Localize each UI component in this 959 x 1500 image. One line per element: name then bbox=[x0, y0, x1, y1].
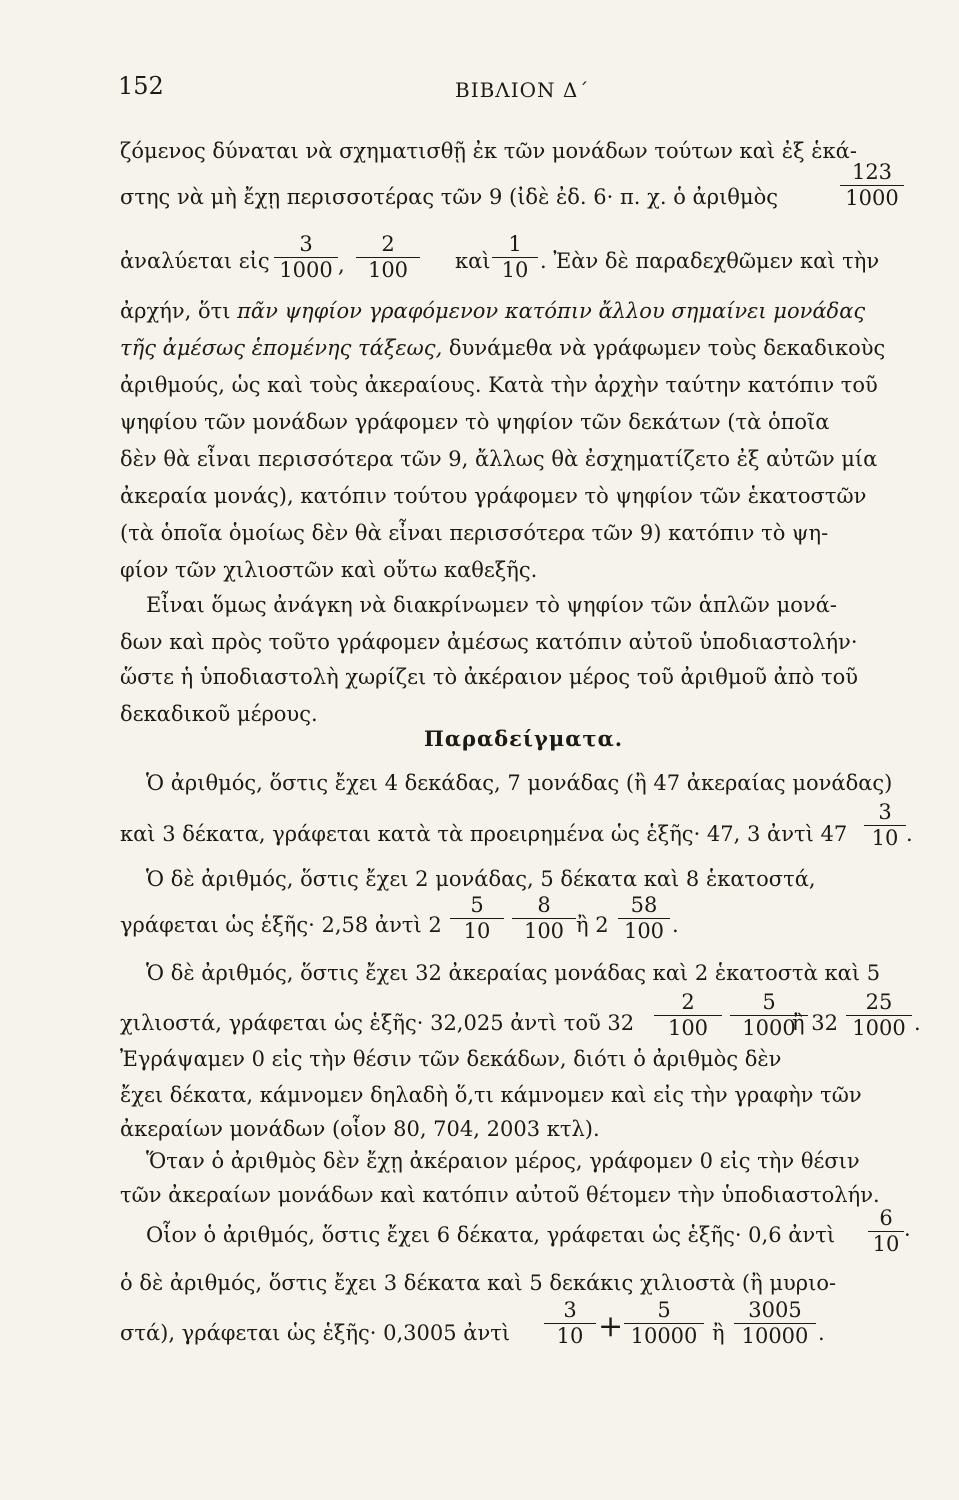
text-line: καὶ 3 δέκατα, γράφεται κατὰ τὰ προειρημένα ὡς ἑξῆς· 47, 3 ἀντὶ 47 bbox=[120, 822, 848, 846]
text-line: Ὁ δὲ ἀριθμός, ὅστις ἔχει 32 ἀκεραίας μονάδας καὶ 2 ἑκατοστὰ καὶ 5 bbox=[146, 961, 881, 985]
fraction: 3 10 bbox=[860, 800, 910, 850]
text-line: στά), γράφεται ὡς ἑξῆς· 0,3005 ἀντὶ bbox=[120, 1321, 511, 1345]
section-heading: Παραδείγματα. bbox=[424, 726, 624, 751]
text-line: . Ἐὰν δὲ παραδεχθῶμεν καὶ τὴν bbox=[540, 249, 880, 273]
fraction: 5 10 bbox=[446, 893, 508, 943]
book-page: 152 ΒΙΒΛΙΟΝ Δ΄ ζόμενος δύναται νὰ σχηματισθῇ ἐκ τῶν μονάδων τούτων καὶ ἐξ ἑκά- στης νὰ μὴ ἔχῃ περισσοτέρας τῶν 9 (ἰδὲ ἐδ. 6· π. χ. ὁ ἀριθμὸς 123 1000 ἀναλύεται εἰς 3 1000 , 2 100 καὶ 1 10 . Ἐὰν δὲ παραδεχθῶμεν καὶ τὴν ἀρχήν, ὅτι πᾶν ψηφίον γραφόμενον κατόπιν ἄλλου σημαίνει μονάδας τῆς ἀμέσως ἑπομένης τάξεως, δυνάμεθα νὰ γράφωμεν τοὺς δεκαδικοὺς ἀριθμούς, ὡς καὶ τοὺς ἀκεραίους. Κατὰ τὴν ἀρχὴν ταύτην κατόπιν τοῦ ψηφίου τῶν μονάδων γράφομεν τὸ ψηφίον τῶν δεκάτων (τὰ ὁποῖα δὲν θὰ εἶναι περισσότερα τῶν 9, ἄλλως θὰ ἐσχηματίζετο ἐξ αὐτῶν μία ἀκεραία μονάς), κατόπιν τούτου γράφομεν τὸ ψηφίον τῶν ἑκατοστῶν (τὰ ὁποῖα ὁμοίως δὲν θὰ εἶναι περισσότερα τῶν 9) κατόπιν τὸ ψη- φίον τῶν χιλιοστῶν καὶ οὕτω καθεξῆς. Εἶναι ὅμως ἀνάγκη νὰ διακρίνωμεν τὸ ψηφίον τῶν ἁπλῶν μονά- δων καὶ πρὸς τοῦτο γράφομεν ἀμέσως κατόπιν αὐτοῦ ὑποδιαστολήν· ὥστε ἡ ὑποδιαστολὴ χωρίζει τὸ ἀκέραιον μέρος τοῦ ἀριθμοῦ ἀπὸ τοῦ δεκαδικοῦ μέρους. Παραδείγματα. Ὁ ἀριθμός, ὅστις ἔχει 4 δεκάδας, 7 μονάδας (ἢ 47 ἀκεραίας μονάδας) καὶ 3 δέκατα, γράφεται κατὰ τὰ προειρημένα ὡς ἑξῆς· 47, 3 ἀντὶ 47 3 10 . Ὁ δὲ ἀριθμός, ὅστις ἔχει 2 μονάδας, 5 δέκατα καὶ 8 ἑκατοστά, γράφεται ὡς ἑξῆς· 2,58 ἀντὶ 2 5 10 8 100 ἢ 2 58 100 . Ὁ δὲ ἀριθμός, ὅστις ἔχει 32 ἀκεραίας μονάδας καὶ 2 ἑκατοστὰ καὶ 5 χιλιοστά, γράφεται ὡς ἑξῆς· 32,025 ἀντὶ τοῦ 32 2 100 5 1000 ἢ 32 25 1000 . Ἐγράψαμεν 0 εἰς τὴν θέσιν τῶν δεκάδων, διότι ὁ ἀριθμὸς δὲν ἔχει δέκατα, κάμνομεν δηλαδὴ ὅ,τι κάμνομεν καὶ εἰς τὴν γραφὴν τῶν ἀκεραίων μονάδων (οἷον 80, 704, 2003 κτλ). Ὅταν ὁ ἀριθμὸς δὲν ἔχῃ ἀκέραιον μέρος, γράφομεν 0 εἰς τὴν θέσιν τῶν ἀκεραίων μονάδων καὶ κατόπιν αὐτοῦ θέτομεν τὴν ὑποδιαστολήν. Οἷον ὁ ἀριθμός, ὅστις ἔχει 6 δέκατα, γράφεται ὡς ἑξῆς· 0,6 ἀντὶ 6 10 · ὁ δὲ ἀριθμός, ὅστις ἔχει 3 δέκατα καὶ 5 δεκάκις χιλιοστὰ (ἢ μυριο- στά), γράφεται ὡς ἑξῆς· 0,3005 ἀντὶ 3 10 + 5 10000 ἢ 3005 10000 . bbox=[118, 72, 921, 1348]
running-title: ΒΙΒΛΙΟΝ Δ΄ bbox=[455, 78, 590, 102]
text-line: καὶ bbox=[455, 249, 491, 273]
fraction: 3 10 bbox=[540, 1298, 600, 1348]
text-line: ἀρχήν, ὅτι πᾶν ψηφίον γραφόμενον κατόπιν ἄλλου σημαίνει μονάδας bbox=[120, 299, 866, 323]
fraction: 3 1000 bbox=[270, 232, 342, 282]
text-line: ζόμενος δύναται νὰ σχηματισθῇ ἐκ τῶν μονάδων τούτων καὶ ἐξ ἑκά- bbox=[120, 139, 857, 163]
text-line: Ὁ δὲ ἀριθμός, ὅστις ἔχει 2 μονάδας, 5 δέκατα καὶ 8 ἑκατοστά, bbox=[146, 867, 816, 891]
fraction: 123 1000 bbox=[836, 160, 908, 210]
fraction: 2 100 bbox=[352, 232, 424, 282]
text-line: Ὁ ἀριθμός, ὅστις ἔχει 4 δεκάδας, 7 μονάδας (ἢ 47 ἀκεραίας μονάδας) bbox=[146, 771, 893, 795]
text-line: ἀριθμούς, ὡς καὶ τοὺς ἀκεραίους. Κατὰ τὴν ἀρχὴν ταύτην κατόπιν τοῦ bbox=[120, 373, 878, 397]
text-line: ἔχει δέκατα, κάμνομεν δηλαδὴ ὅ,τι κάμνομεν καὶ εἰς τὴν γραφὴν τῶν bbox=[120, 1083, 862, 1107]
text-line: τῆς ἀμέσως ἑπομένης τάξεως, δυνάμεθα νὰ γράφωμεν τοὺς δεκαδικοὺς bbox=[120, 336, 886, 360]
text-line: Ὅταν ὁ ἀριθμὸς δὲν ἔχῃ ἀκέραιον μέρος, γράφομεν 0 εἰς τὴν θέσιν bbox=[146, 1149, 860, 1173]
fraction: 6 10 bbox=[864, 1206, 908, 1256]
text-line: (τὰ ὁποῖα ὁμοίως δὲν θὰ εἶναι περισσότερα τῶν 9) κατόπιν τὸ ψη- bbox=[120, 521, 829, 545]
fraction: 8 100 bbox=[508, 893, 580, 943]
fraction: 5 10000 bbox=[620, 1298, 708, 1348]
text-line: τῶν ἀκεραίων μονάδων καὶ κατόπιν αὐτοῦ θέτομεν τὴν ὑποδιαστολήν. bbox=[120, 1183, 880, 1207]
text-line: ἀκεραίων μονάδων (οἷον 80, 704, 2003 κτλ). bbox=[120, 1117, 600, 1141]
text-line: ὥστε ἡ ὑποδιαστολὴ χωρίζει τὸ ἀκέραιον μέρος τοῦ ἀριθμοῦ ἀπὸ τοῦ bbox=[120, 665, 859, 689]
text-line: ὁ δὲ ἀριθμός, ὅστις ἔχει 3 δέκατα καὶ 5 δεκάκις χιλιοστὰ (ἢ μυριο- bbox=[120, 1271, 837, 1295]
text-line: Οἷον ὁ ἀριθμός, ὅστις ἔχει 6 δέκατα, γράφεται ὡς ἑξῆς· 0,6 ἀντὶ bbox=[146, 1223, 836, 1247]
text-line: ἀναλύεται εἰς bbox=[120, 249, 270, 273]
fraction: 5 1000 bbox=[726, 990, 812, 1040]
fraction: 2 100 bbox=[650, 990, 726, 1040]
text-line: στης νὰ μὴ ἔχῃ περισσοτέρας τῶν 9 (ἰδὲ ἐδ. 6· π. χ. ὁ ἀριθμὸς bbox=[120, 185, 778, 209]
text-line: χιλιοστά, γράφεται ὡς ἑξῆς· 32,025 ἀντὶ τοῦ 32 bbox=[120, 1011, 635, 1035]
text-line: δων καὶ πρὸς τοῦτο γράφομεν ἀμέσως κατόπιν αὐτοῦ ὑποδιαστολήν· bbox=[120, 630, 858, 654]
fraction: 58 100 bbox=[614, 893, 674, 943]
fraction: 25 1000 bbox=[842, 990, 916, 1040]
text-line: γράφεται ὡς ἑξῆς· 2,58 ἀντὶ 2 bbox=[120, 913, 442, 937]
text-line: δὲν θὰ εἶναι περισσότερα τῶν 9, ἄλλως θὰ ἐσχηματίζετο ἐξ αὐτῶν μία bbox=[120, 447, 878, 471]
text-line: δεκαδικοῦ μέρους. bbox=[120, 702, 318, 726]
text-line: ψηφίου τῶν μονάδων γράφομεν τὸ ψηφίον τῶν δεκάτων (τὰ ὁποῖα bbox=[120, 410, 830, 434]
page-number: 152 bbox=[118, 72, 164, 100]
text-line: φίον τῶν χιλιοστῶν καὶ οὕτω καθεξῆς. bbox=[120, 558, 538, 582]
text-line: ἀκεραία μονάς), κατόπιν τούτου γράφομεν τὸ ψηφίον τῶν ἑκατοστῶν bbox=[120, 484, 867, 508]
text-line: Ἐγράψαμεν 0 εἰς τὴν θέσιν τῶν δεκάδων, διότι ὁ ἀριθμὸς δὲν bbox=[120, 1047, 782, 1071]
fraction: 3005 10000 bbox=[730, 1298, 820, 1348]
fraction: 1 10 bbox=[488, 232, 542, 282]
text-line: Εἶναι ὅμως ἀνάγκη νὰ διακρίνωμεν τὸ ψηφίον τῶν ἁπλῶν μονά- bbox=[146, 593, 837, 617]
